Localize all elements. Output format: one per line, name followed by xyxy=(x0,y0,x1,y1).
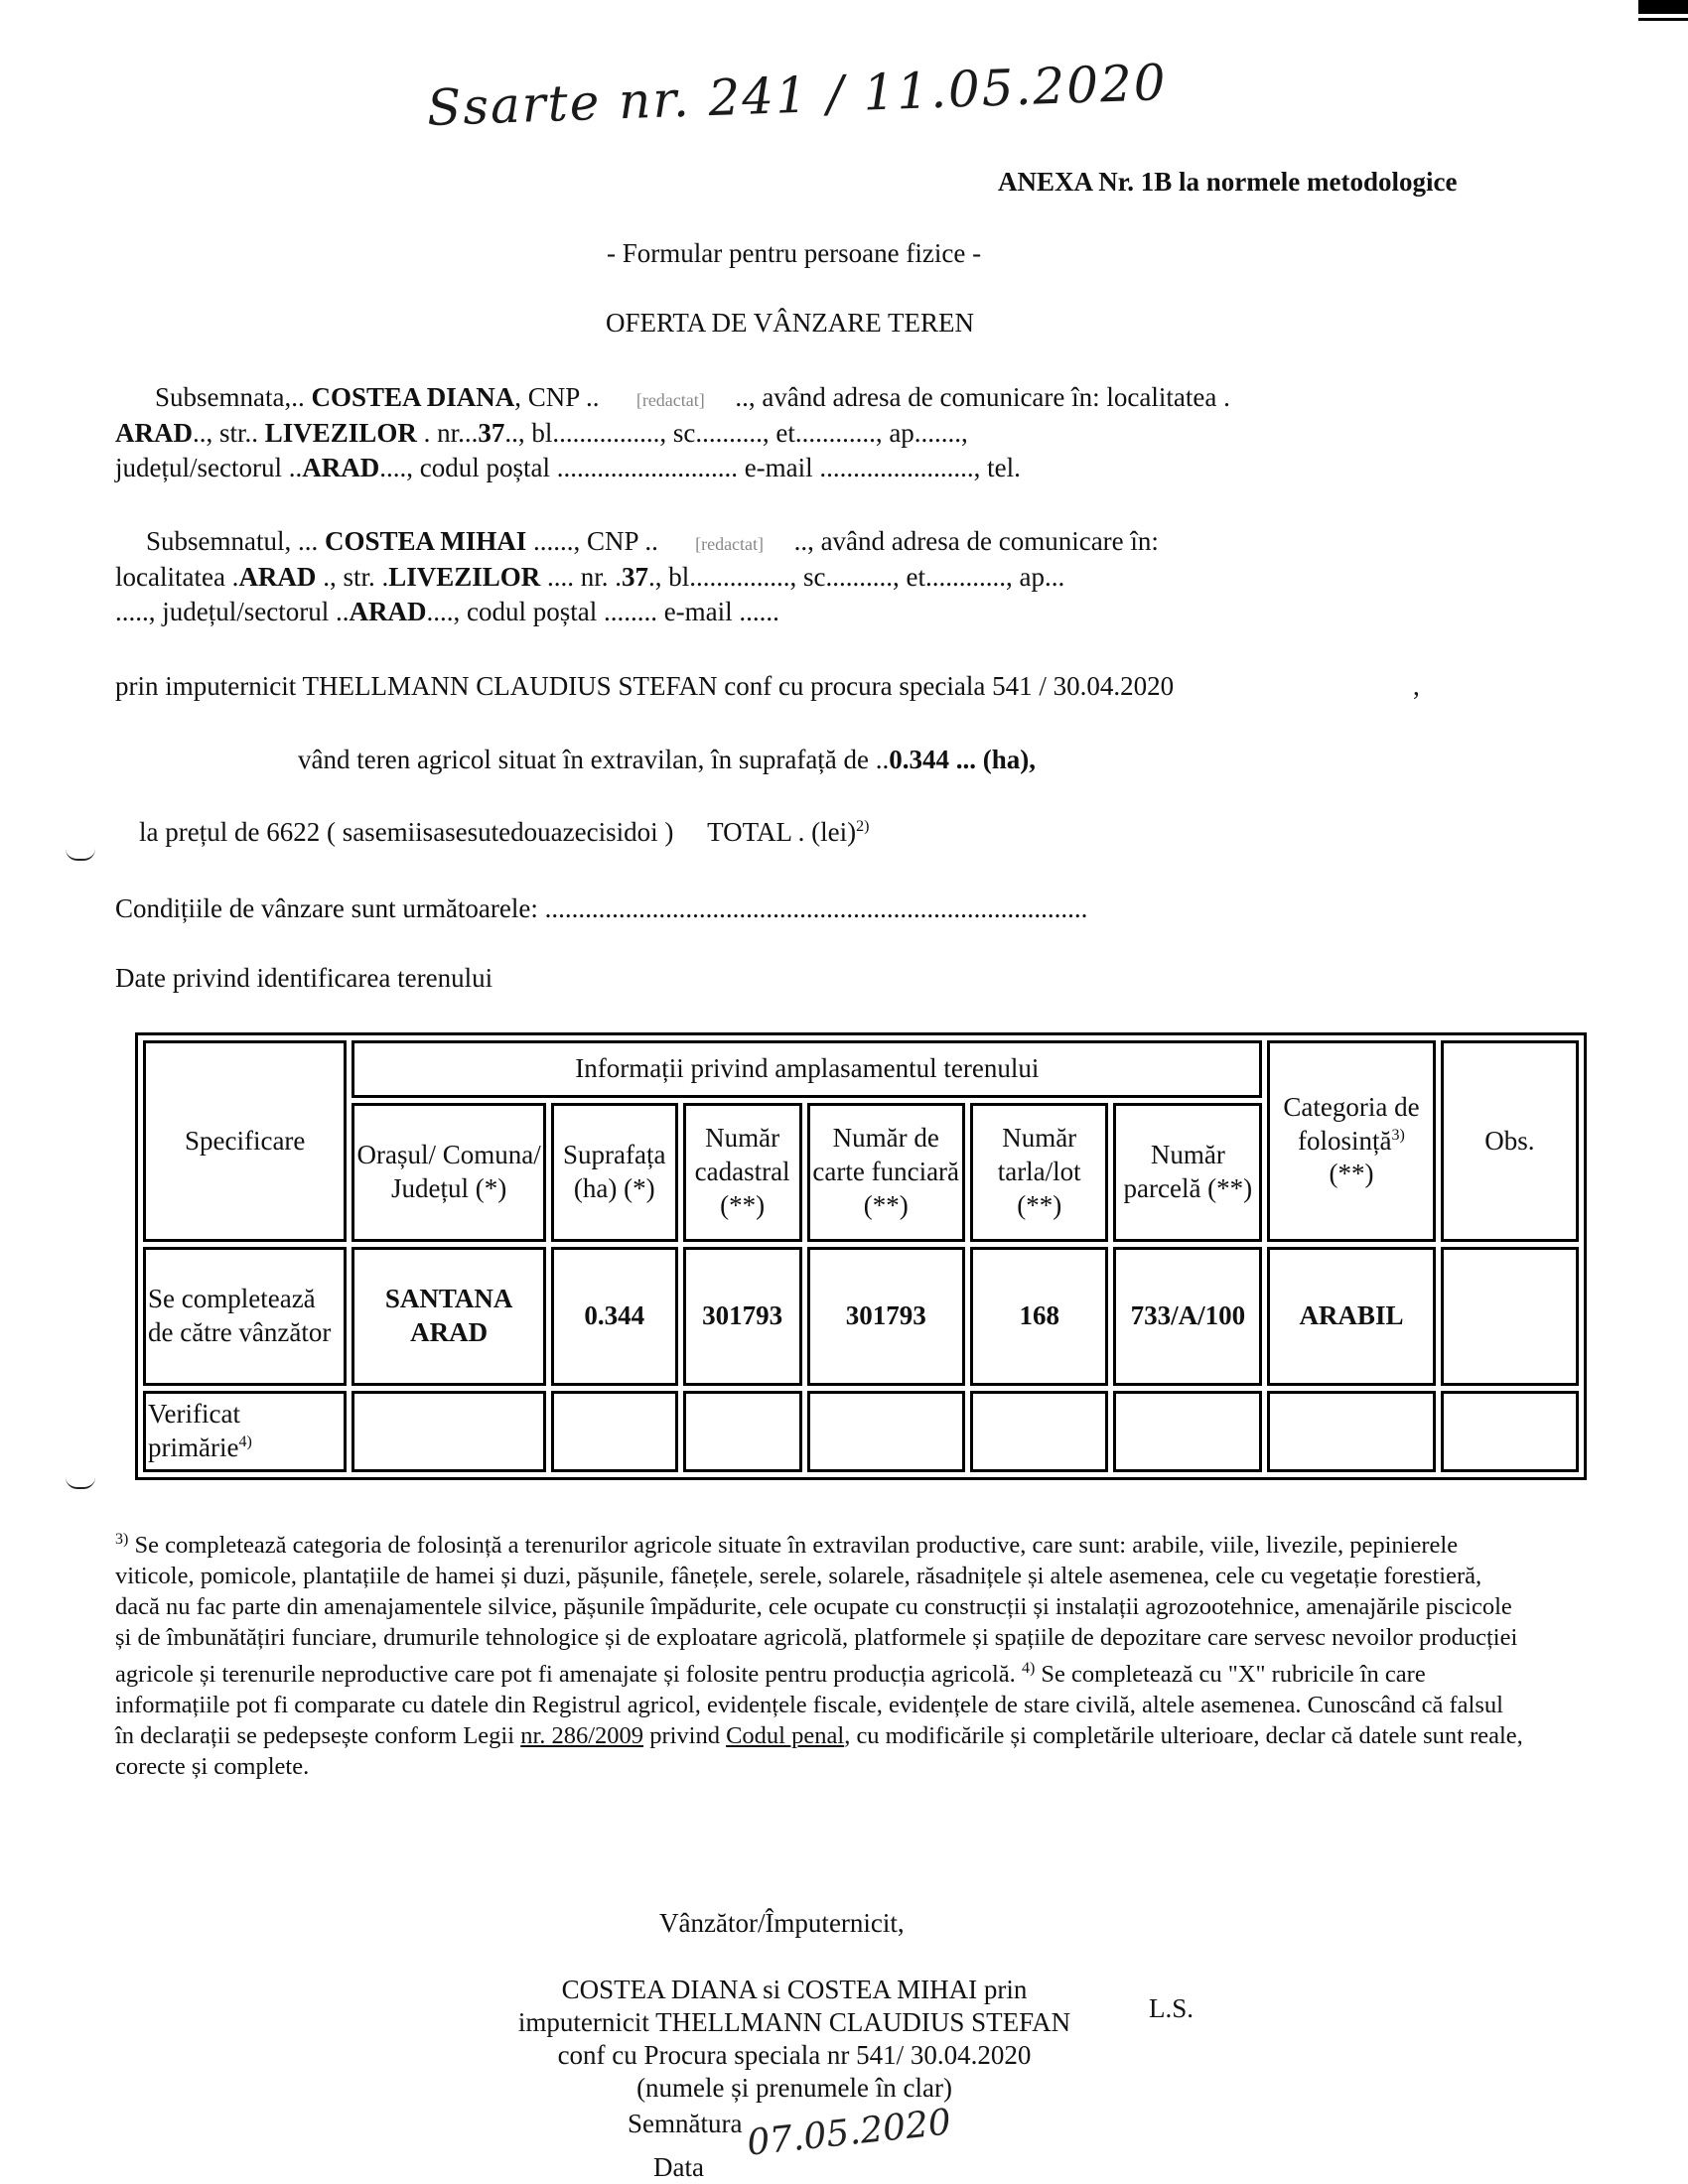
row-label-primarie-note: 4) xyxy=(238,1433,252,1450)
cell-cadastral: 301793 xyxy=(683,1247,802,1386)
seller1-cnp-redacted: [redactat] xyxy=(635,390,705,410)
land-text: vând teren agricol situat în extravilan, în suprafață de .. xyxy=(298,745,890,774)
footnote4-mark: 4) xyxy=(1021,1660,1036,1678)
date-label: Data xyxy=(653,2152,704,2182)
margin-mark xyxy=(66,849,95,861)
cell-empty xyxy=(1441,1391,1579,1472)
seller2-prefix: Subsemnatul, ... xyxy=(146,526,319,556)
seller2-line2 xyxy=(115,562,1064,593)
seller2-line1 xyxy=(146,526,1159,557)
header-category-tail: (**) xyxy=(1329,1159,1374,1189)
footnotes xyxy=(115,1524,1525,1782)
conditions-line: Condițiile de vânzare sunt următoarele: ................................................................................. xyxy=(115,893,1088,923)
cell-empty xyxy=(352,1391,545,1472)
header-specificare: Specificare xyxy=(143,1040,347,1242)
cell-empty xyxy=(551,1391,678,1472)
signature-block xyxy=(457,1974,1132,2105)
row-label-primarie xyxy=(143,1391,347,1472)
seller2-county-label: ....., județul/sectorul .. xyxy=(115,597,350,626)
seller1-cnp-label: , CNP .. xyxy=(514,382,600,412)
seller1-rest2: .., bl................, sc.........., et............, ap......., xyxy=(504,418,968,448)
seller1-str-label: .., str.. xyxy=(193,418,259,448)
seller2-cnp-redacted: [redactat] xyxy=(695,534,765,554)
price-value: 6622 ( sasemiisasesutedouazecisidoi ) xyxy=(266,817,674,847)
seller1-line1 xyxy=(155,382,1230,413)
proxy-line: prin imputernicit THELLMANN CLAUDIUS STEFAN conf cu procura speciala 541 / 30.04.2020 xyxy=(115,671,1175,701)
seller1-street: LIVEZILOR xyxy=(264,418,417,448)
land-unit: ... (ha), xyxy=(955,745,1037,774)
price-label: la prețul de xyxy=(139,817,260,847)
form-subtitle: - Formular pentru persoane fizice - xyxy=(607,238,982,268)
seller1-prefix: Subsemnata,.. xyxy=(155,382,305,412)
price-total: TOTAL . (lei) xyxy=(707,817,857,847)
header-parcel: Număr parcelă (**) xyxy=(1113,1103,1262,1242)
seller1-county: ARAD xyxy=(302,453,380,482)
seal-ls: L.S. xyxy=(1149,1993,1195,2023)
law-link[interactable]: nr. 286/2009 xyxy=(520,1722,644,1750)
footnote4-text-a: Se completează cu "X" rubricile în care informațiile pot fi comparate cu datele din Registrul agricol, evidențele fiscale, evidențele de stare civilă, altele asemenea. Cunoscând că falsul în declarații se pedepsește conform Legii xyxy=(115,1661,1503,1750)
header-location-info: Informații privind amplasamentul terenului xyxy=(352,1040,1262,1098)
cell-tarla: 168 xyxy=(970,1247,1109,1386)
annex-title: ANEXA Nr. 1B la normele metodologice xyxy=(998,167,1458,197)
cell-empty xyxy=(807,1391,965,1472)
seller1-line3 xyxy=(115,453,1021,483)
cell-city: SANTANA ARAD xyxy=(352,1247,545,1386)
header-category-note: 3) xyxy=(1391,1126,1405,1144)
signature-heading: Vânzător/Împuternicit, xyxy=(659,1908,905,1938)
seller2-rest3: ...., codul poștal ........ e-mail ...... xyxy=(426,597,779,626)
seller1-county-label: județul/sectorul .. xyxy=(115,453,303,482)
seller2-line3 xyxy=(115,597,779,627)
seller2-nr: 37 xyxy=(622,562,649,592)
header-area: Suprafața (ha) (*) xyxy=(551,1103,678,1242)
cell-cf: 301793 xyxy=(807,1247,965,1386)
cell-empty xyxy=(1267,1391,1435,1472)
proxy-comma: , xyxy=(1413,671,1420,701)
handwritten-registration: Ssarte nr. 241 / 11.05.2020 xyxy=(425,53,1169,137)
cell-empty xyxy=(683,1391,802,1472)
signature-line1: COSTEA DIANA si COSTEA MIHAI prin xyxy=(561,1975,1028,2004)
seller1-city: ARAD xyxy=(115,418,193,448)
seller1-line2 xyxy=(115,418,968,449)
table-row xyxy=(143,1247,1579,1386)
land-area: 0.344 xyxy=(889,745,950,774)
cell-category: ARABIL xyxy=(1267,1247,1435,1386)
footnote3-text: Se completează categoria de folosință a terenurilor agricole situate în extravilan productive, care sunt: arabile, viile, livezile, pepinierele viticole, pomicole, plantațiile de hamei și duzi, pășunile, fânețele, serele, solarele, răsadnițele și altele asemenea, cele cu vegetație forestieră, dacă nu fac parte din amenajamentele silvice, pășunile împădurite, cele ocupate cu construcții și instalații agrozootehnice, amenajările piscicole și de îmbunătățiri funciare, drumurile tehnologice și de exploatare agricolă, platformele și spațiile de depozitare care servesc nevoilor producției agricole și terenurile neproductive care pot fi amenajate și folosite pentru producția agricolă. xyxy=(115,1532,1518,1689)
price-line xyxy=(139,817,869,848)
penal-code-link[interactable]: Codul penal xyxy=(726,1722,845,1750)
document-title: OFERTA DE VÂNZARE TEREN xyxy=(606,308,974,338)
table-header-row-1 xyxy=(143,1040,1579,1098)
cell-parcel: 733/A/100 xyxy=(1113,1247,1262,1386)
footnote4-text-c: , cu modificările și completările ulterioare, declar că datele sunt reale, corecte și complete. xyxy=(115,1722,1523,1781)
land-identification-table xyxy=(135,1032,1587,1480)
seller1-nr-label: . nr... xyxy=(423,418,479,448)
cell-empty xyxy=(970,1391,1109,1472)
seller1-name: COSTEA DIANA xyxy=(311,382,515,412)
seller2-address-intro: .., având adresa de comunicare în: xyxy=(793,526,1159,556)
signature-line4: (numele și prenumele în clar) xyxy=(636,2073,952,2103)
signature-line3: conf cu Procura speciala nr 541/ 30.04.2020 xyxy=(557,2040,1032,2070)
price-note: 2) xyxy=(856,818,870,835)
seller2-nr-label: .... nr. . xyxy=(547,562,623,592)
header-obs: Obs. xyxy=(1441,1040,1579,1242)
seller2-city: ARAD xyxy=(238,562,317,592)
seller2-cnp-label: ......, CNP .. xyxy=(533,526,658,556)
handwritten-date: 07.05.2020 xyxy=(745,2102,953,2164)
footnote3-mark: 3) xyxy=(115,1531,129,1548)
seller2-rest2: ., bl..............., sc.........., et............, ap... xyxy=(648,562,1065,592)
header-category-label: Categoria de folosință xyxy=(1283,1091,1420,1156)
cell-area: 0.344 xyxy=(551,1247,678,1386)
scan-corner-mark xyxy=(1638,0,1688,14)
seller1-nr: 37 xyxy=(478,418,505,448)
identification-heading: Date privind identificarea terenului xyxy=(115,963,493,993)
header-tarla: Număr tarla/lot (**) xyxy=(970,1103,1109,1242)
row-label-seller: Se completează de către vânzător xyxy=(143,1247,347,1386)
seller2-str-label: ., str. . xyxy=(323,562,389,592)
seller2-county: ARAD xyxy=(349,597,427,626)
header-cf: Număr de carte funciară (**) xyxy=(807,1103,965,1242)
header-cadastral: Număr cadastral (**) xyxy=(683,1103,802,1242)
seller1-address-intro: .., având adresa de comunicare în: localitatea . xyxy=(735,382,1230,412)
seller2-street: LIVEZILOR xyxy=(388,562,541,592)
header-city: Orașul/ Comuna/ Județul (*) xyxy=(352,1103,545,1242)
seller2-loc-label: localitatea . xyxy=(115,562,239,592)
signature-label: Semnătura xyxy=(628,2109,743,2138)
seller1-rest3: ...., codul poștal ........................... e-mail ......................., tel. xyxy=(379,453,1021,482)
cell-obs xyxy=(1441,1247,1579,1386)
table-row xyxy=(143,1391,1579,1472)
seller2-name: COSTEA MIHAI xyxy=(325,526,527,556)
row-label-primarie-text: Verificat primărie xyxy=(148,1399,240,1462)
margin-mark xyxy=(66,1477,95,1489)
header-category xyxy=(1267,1040,1435,1242)
signature-line2: imputernicit THELLMANN CLAUDIUS STEFAN xyxy=(517,2007,1071,2037)
footnote4-text-b: privind xyxy=(649,1722,720,1750)
cell-empty xyxy=(1113,1391,1262,1472)
land-statement xyxy=(298,745,1036,775)
